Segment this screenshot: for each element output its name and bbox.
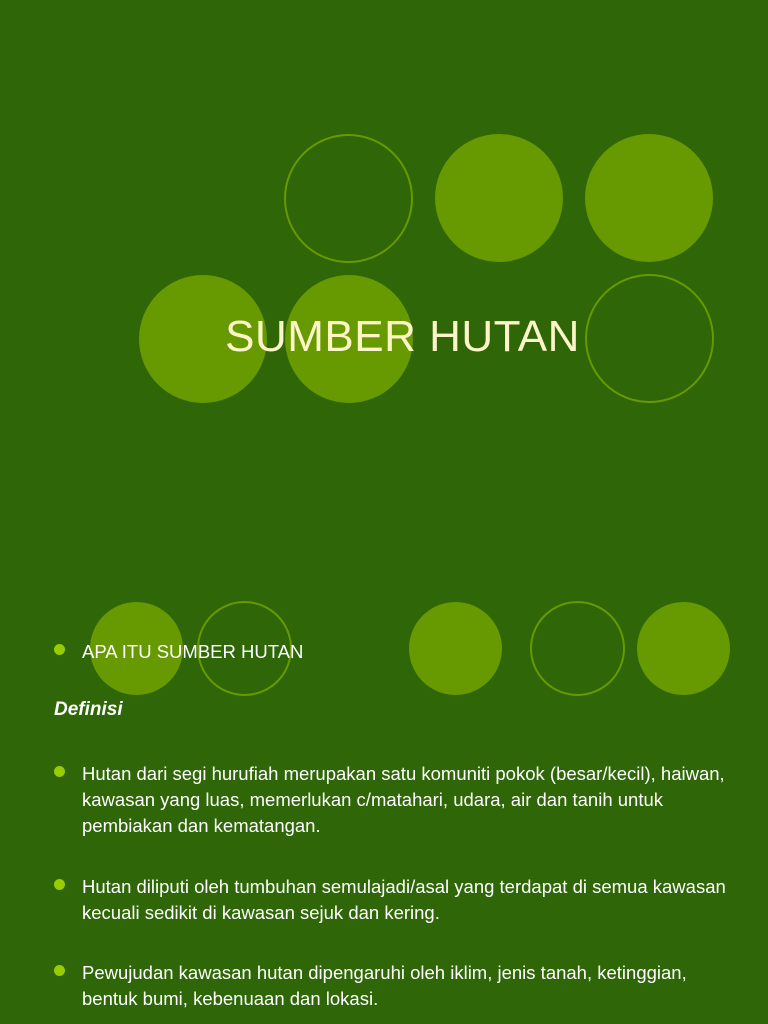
intro-bullet [54, 639, 734, 665]
bullet-icon [54, 965, 65, 976]
definition-bullet [54, 761, 734, 839]
slide-title: SUMBER HUTAN [225, 312, 580, 361]
content-slide [0, 575, 768, 1024]
decorative-circle-filled [435, 134, 563, 262]
decorative-circle-filled [585, 134, 713, 262]
definition-bullet-text: Pewujudan kawasan hutan dipengaruhi oleh iklim, jenis tanah, ketinggian, bentuk bumi, kebenuaan dan lokasi. [82, 962, 687, 1009]
definition-bullet [54, 874, 734, 926]
decorative-circle-outline [284, 134, 413, 263]
bullet-icon [54, 766, 65, 777]
bullet-icon [54, 644, 65, 655]
definition-bullet-text: Hutan dari segi hurufiah merupakan satu komuniti pokok (besar/kecil), haiwan, kawasan yang luas, memerlukan c/matahari, udara, air dan tanih untuk pembiakan dan kematangan. [82, 763, 725, 836]
bullet-icon [54, 879, 65, 890]
definition-heading: Definisi [54, 699, 123, 720]
definition-bullet-text: Hutan diliputi oleh tumbuhan semulajadi/asal yang terdapat di semua kawasan kecuali sedikit di kawasan sejuk dan kering. [82, 876, 726, 923]
definition-bullet [54, 960, 734, 1012]
intro-bullet-text: APA ITU SUMBER HUTAN [82, 641, 304, 662]
